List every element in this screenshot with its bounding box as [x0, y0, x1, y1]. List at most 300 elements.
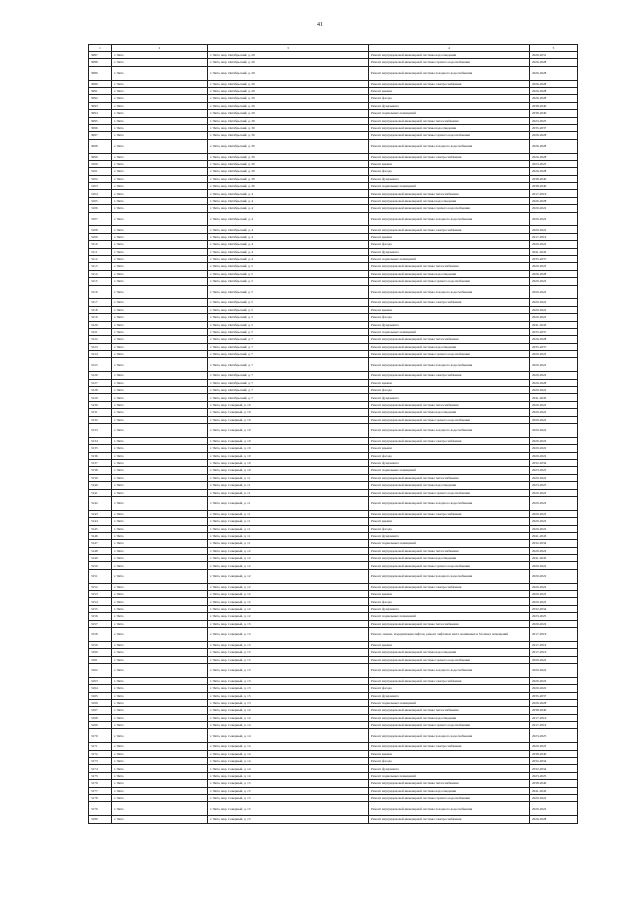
- period: 2026-2028: [530, 816, 578, 823]
- municipality: г. Чита: [112, 729, 208, 743]
- column-header: 3: [208, 45, 369, 52]
- municipality: г. Чита: [112, 255, 208, 262]
- period: 2020-2022: [530, 525, 578, 532]
- municipality: г. Чита: [112, 816, 208, 823]
- period: 2026-2028: [530, 336, 578, 343]
- table-row: [89, 518, 578, 525]
- address: г. Чита, мкр. Октябрьский, д. 30: [208, 139, 369, 153]
- period: 2026-2028: [530, 699, 578, 706]
- period: 2020-2022: [530, 620, 578, 627]
- work-type: Ремонт внутридомовой инженерной системы холодного водоснабжения: [369, 285, 530, 299]
- table-row: [89, 183, 578, 190]
- row-number: 3124: [89, 351, 112, 358]
- period: 2023-2025: [530, 467, 578, 474]
- work-type: Ремонт внутридомовой инженерной системы горячего водоснабжения: [369, 351, 530, 358]
- row-number: 3151: [89, 569, 112, 583]
- work-type: Ремонт внутридомовой инженерной системы теплоснабжения: [369, 620, 530, 627]
- address: г. Чита, мкр. Октябрьский, д. 29: [208, 52, 369, 59]
- municipality: г. Чита: [112, 270, 208, 277]
- work-type: Ремонт подвальных помещений: [369, 467, 530, 474]
- table-row: [89, 153, 578, 160]
- municipality: г. Чита: [112, 605, 208, 612]
- municipality: г. Чита: [112, 424, 208, 438]
- municipality: г. Чита: [112, 336, 208, 343]
- work-type: Ремонт внутридомовой инженерной системы горячего водоснабжения: [369, 205, 530, 212]
- period: 2020-2022: [530, 795, 578, 802]
- row-number: 3163: [89, 677, 112, 684]
- row-number: 3094: [89, 110, 112, 117]
- municipality: г. Чита: [112, 343, 208, 350]
- work-type: Ремонт внутридомовой инженерной системы водоотведения: [369, 409, 530, 416]
- period: 2017-2019: [530, 722, 578, 729]
- address: г. Чита, мкр. Северный, д. 11: [208, 532, 369, 539]
- period: 2020-2022: [530, 802, 578, 816]
- work-type: Ремонт, замена, модернизация лифтов, ремонт лифтовых шахт, машинных и блочных помещений: [369, 627, 530, 641]
- row-number: 3145: [89, 525, 112, 532]
- address: г. Чита, мкр. Октябрьский, д. 5: [208, 263, 369, 270]
- work-type: Ремонт внутридомовой инженерной системы теплоснабжения: [369, 707, 530, 714]
- period: 2020-2022: [530, 510, 578, 517]
- period: 2017-2019: [530, 233, 578, 240]
- address: г. Чита, мкр. Октябрьский, д. 7: [208, 336, 369, 343]
- work-type: Ремонт внутридомовой инженерной системы горячего водоснабжения: [369, 416, 530, 423]
- work-type: Ремонт фасада: [369, 452, 530, 459]
- address: г. Чита, мкр. Северный, д. 14: [208, 765, 369, 772]
- municipality: г. Чита: [112, 459, 208, 466]
- work-type: Ремонт внутридомовой инженерной системы электроснабжения: [369, 80, 530, 87]
- table-row: [89, 379, 578, 386]
- address: г. Чита, мкр. Северный, д. 14: [208, 722, 369, 729]
- row-number: 3162: [89, 663, 112, 677]
- table-row: [89, 714, 578, 721]
- table-row: [89, 255, 578, 262]
- address: г. Чита, мкр. Северный, д. 14: [208, 707, 369, 714]
- row-number: 3100: [89, 160, 112, 167]
- row-number: 3123: [89, 343, 112, 350]
- row-number: 3139: [89, 474, 112, 481]
- address: г. Чита, мкр. Октябрьский, д. 5: [208, 270, 369, 277]
- municipality: г. Чита: [112, 802, 208, 816]
- period: 2038-2040: [530, 750, 578, 757]
- period: 2026-2028: [530, 379, 578, 386]
- table-row: [89, 765, 578, 772]
- row-number: 3147: [89, 540, 112, 547]
- period: 2020-2022: [530, 598, 578, 605]
- row-number: 3105: [89, 197, 112, 204]
- row-number: 3157: [89, 620, 112, 627]
- work-type: Ремонт крыши: [369, 518, 530, 525]
- municipality: г. Чита: [112, 153, 208, 160]
- period: 2041-2043: [530, 555, 578, 562]
- table-row: [89, 532, 578, 539]
- row-number: 3138: [89, 467, 112, 474]
- table-row: [89, 233, 578, 240]
- period: 2038-2040: [530, 175, 578, 182]
- municipality: г. Чита: [112, 197, 208, 204]
- work-type: Ремонт фасада: [369, 598, 530, 605]
- municipality: г. Чита: [112, 168, 208, 175]
- row-number: 3122: [89, 336, 112, 343]
- work-type: Ремонт внутридомовой инженерной системы водоотведения: [369, 343, 530, 350]
- row-number: 3174: [89, 765, 112, 772]
- row-number: 3158: [89, 627, 112, 641]
- address: г. Чита, мкр. Октябрьский, д. 30: [208, 132, 369, 139]
- municipality: г. Чита: [112, 482, 208, 489]
- municipality: г. Чита: [112, 139, 208, 153]
- table-row: [89, 598, 578, 605]
- period: 2020-2022: [530, 685, 578, 692]
- table-row: [89, 802, 578, 816]
- period: 2035-2037: [530, 255, 578, 262]
- municipality: г. Чита: [112, 699, 208, 706]
- period: 2023-2025: [530, 160, 578, 167]
- period: 2020-2022: [530, 663, 578, 677]
- address: г. Чита, мкр. Северный, д. 15: [208, 802, 369, 816]
- row-number: 3159: [89, 641, 112, 648]
- municipality: г. Чита: [112, 190, 208, 197]
- work-type: Ремонт крыши: [369, 233, 530, 240]
- work-type: Ремонт фундамента: [369, 321, 530, 328]
- municipality: г. Чита: [112, 620, 208, 627]
- address: г. Чита, мкр. Октябрьский, д. 29: [208, 80, 369, 87]
- address: г. Чита, мкр. Октябрьский, д. 30: [208, 153, 369, 160]
- column-header: 4: [369, 45, 530, 52]
- period: 2020-2022: [530, 496, 578, 510]
- table-row: [89, 328, 578, 335]
- period: 2020-2022: [530, 263, 578, 270]
- work-type: Ремонт внутридомовой инженерной системы холодного водоснабжения: [369, 212, 530, 226]
- period: 2020-2022: [530, 306, 578, 313]
- period: 2023-2025: [530, 117, 578, 124]
- work-type: Ремонт фундамента: [369, 692, 530, 699]
- work-type: Ремонт фасада: [369, 168, 530, 175]
- row-number: 3107: [89, 212, 112, 226]
- row-number: 3121: [89, 328, 112, 335]
- table-row: [89, 780, 578, 787]
- work-type: Ремонт внутридомовой инженерной системы теплоснабжения: [369, 190, 530, 197]
- work-type: Ремонт подвальных помещений: [369, 772, 530, 779]
- work-type: Ремонт внутридомовой инженерной системы горячего водоснабжения: [369, 562, 530, 569]
- table-row: [89, 627, 578, 641]
- work-type: Ремонт подвальных помещений: [369, 255, 530, 262]
- work-type: Ремонт фасада: [369, 758, 530, 765]
- work-type: Ремонт внутридомовой инженерной системы холодного водоснабжения: [369, 729, 530, 743]
- row-number: 3108: [89, 226, 112, 233]
- table-row: [89, 445, 578, 452]
- municipality: г. Чита: [112, 489, 208, 496]
- period: 2020-2022: [530, 656, 578, 663]
- period: 2017-2019: [530, 714, 578, 721]
- table-row: [89, 416, 578, 423]
- municipality: г. Чита: [112, 314, 208, 321]
- municipality: г. Чита: [112, 80, 208, 87]
- work-type: Ремонт крыши: [369, 160, 530, 167]
- work-type: Ремонт крыши: [369, 379, 530, 386]
- municipality: г. Чита: [112, 59, 208, 66]
- row-number: 3137: [89, 459, 112, 466]
- municipality: г. Чита: [112, 132, 208, 139]
- table-row: [89, 168, 578, 175]
- period: 2020-2022: [530, 547, 578, 554]
- address: г. Чита, мкр. Северный, д. 11: [208, 540, 369, 547]
- table-row: [89, 124, 578, 131]
- period: 2020-2022: [530, 424, 578, 438]
- period: 2020-2022: [530, 677, 578, 684]
- table-row: [89, 613, 578, 620]
- address: г. Чита, мкр. Октябрьский, д. 7: [208, 358, 369, 372]
- work-type: Ремонт фасада: [369, 387, 530, 394]
- address: г. Чита, мкр. Северный, д. 10: [208, 459, 369, 466]
- municipality: г. Чита: [112, 780, 208, 787]
- work-type: Ремонт внутридомовой инженерной системы электроснабжения: [369, 299, 530, 306]
- row-number: 3131: [89, 409, 112, 416]
- address: г. Чита, мкр. Октябрьский, д. 4: [208, 226, 369, 233]
- period: 2038-2040: [530, 110, 578, 117]
- municipality: г. Чита: [112, 518, 208, 525]
- table-row: [89, 387, 578, 394]
- work-type: Ремонт фасада: [369, 685, 530, 692]
- period: 2020-2022: [530, 445, 578, 452]
- work-type: Ремонт внутридомовой инженерной системы электроснабжения: [369, 437, 530, 444]
- work-type: Ремонт внутридомовой инженерной системы водоотведения: [369, 649, 530, 656]
- period: 2020-2022: [530, 474, 578, 481]
- table-body: [89, 52, 578, 824]
- municipality: г. Чита: [112, 328, 208, 335]
- work-type: Ремонт внутридомовой инженерной системы электроснабжения: [369, 743, 530, 750]
- address: г. Чита, мкр. Октябрьский, д. 5: [208, 285, 369, 299]
- municipality: г. Чита: [112, 278, 208, 285]
- row-number: 3127: [89, 379, 112, 386]
- address: г. Чита, мкр. Северный, д. 13: [208, 620, 369, 627]
- work-type: Ремонт внутридомовой инженерной системы водоотведения: [369, 124, 530, 131]
- address: г. Чита, мкр. Октябрьский, д. 5: [208, 321, 369, 328]
- address: г. Чита, мкр. Октябрьский, д. 4: [208, 233, 369, 240]
- table-row: [89, 489, 578, 496]
- row-number: 3178: [89, 795, 112, 802]
- row-number: 3143: [89, 510, 112, 517]
- work-type: Ремонт подвальных помещений: [369, 699, 530, 706]
- work-type: Ремонт внутридомовой инженерной системы горячего водоснабжения: [369, 59, 530, 66]
- row-number: 3090: [89, 80, 112, 87]
- table-row: [89, 52, 578, 59]
- row-number: 3113: [89, 263, 112, 270]
- period: 2038-2040: [530, 102, 578, 109]
- table-row: [89, 102, 578, 109]
- table-row: [89, 750, 578, 757]
- table-row: [89, 401, 578, 408]
- row-number: 3120: [89, 321, 112, 328]
- period: 2020-2022: [530, 212, 578, 226]
- address: г. Чита, мкр. Октябрьский, д. 4: [208, 255, 369, 262]
- work-type: Ремонт фасада: [369, 241, 530, 248]
- period: 2017-2019: [530, 190, 578, 197]
- work-type: Ремонт внутридомовой инженерной системы теплоснабжения: [369, 780, 530, 787]
- address: г. Чита, мкр. Октябрьский, д. 7: [208, 394, 369, 401]
- address: г. Чита, мкр. Северный, д. 11: [208, 482, 369, 489]
- period: 2017-2019: [530, 649, 578, 656]
- address: г. Чита, мкр. Октябрьский, д. 29: [208, 66, 369, 80]
- row-number: 3087: [89, 52, 112, 59]
- period: 2035-2037: [530, 692, 578, 699]
- period: 2038-2040: [530, 780, 578, 787]
- address: г. Чита, мкр. Северный, д. 12: [208, 591, 369, 598]
- work-type: Ремонт крыши: [369, 445, 530, 452]
- row-number: 3142: [89, 496, 112, 510]
- period: 2020-2022: [530, 591, 578, 598]
- row-number: 3096: [89, 124, 112, 131]
- row-number: 3101: [89, 168, 112, 175]
- municipality: г. Чита: [112, 66, 208, 80]
- row-number: 3111: [89, 248, 112, 255]
- address: г. Чита, мкр. Северный, д. 12: [208, 569, 369, 583]
- work-type: Ремонт подвальных помещений: [369, 183, 530, 190]
- municipality: г. Чита: [112, 358, 208, 372]
- work-type: Ремонт внутридомовой инженерной системы электроснабжения: [369, 677, 530, 684]
- address: г. Чита, мкр. Октябрьский, д. 7: [208, 343, 369, 350]
- table-row: [89, 699, 578, 706]
- period: 2026-2028: [530, 59, 578, 66]
- table-row: [89, 663, 578, 677]
- table-row: [89, 605, 578, 612]
- row-number: 3095: [89, 117, 112, 124]
- address: г. Чита, мкр. Северный, д. 10: [208, 437, 369, 444]
- work-type: Ремонт внутридомовой инженерной системы водоотведения: [369, 555, 530, 562]
- work-type: Ремонт внутридомовой инженерной системы горячего водоснабжения: [369, 795, 530, 802]
- municipality: г. Чита: [112, 787, 208, 794]
- municipality: г. Чита: [112, 241, 208, 248]
- address: г. Чита, мкр. Северный, д. 12: [208, 598, 369, 605]
- row-number: 3175: [89, 772, 112, 779]
- work-type: Ремонт внутридомовой инженерной системы холодного водоснабжения: [369, 424, 530, 438]
- period: 2023-2025: [530, 482, 578, 489]
- municipality: г. Чита: [112, 409, 208, 416]
- work-type: Ремонт внутридомовой инженерной системы холодного водоснабжения: [369, 569, 530, 583]
- table-row: [89, 424, 578, 438]
- period: 2023-2025: [530, 772, 578, 779]
- address: г. Чита, мкр. Октябрьский, д. 7: [208, 372, 369, 379]
- period: 2035-2037: [530, 328, 578, 335]
- table-row: [89, 175, 578, 182]
- work-type: Ремонт внутридомовой инженерной системы теплоснабжения: [369, 474, 530, 481]
- municipality: г. Чита: [112, 591, 208, 598]
- address: г. Чита, мкр. Октябрьский, д. 4: [208, 241, 369, 248]
- work-type: Ремонт внутридомовой инженерной системы водоотведения: [369, 482, 530, 489]
- page-number: 41: [317, 22, 323, 28]
- address: г. Чита, мкр. Октябрьский, д. 7: [208, 387, 369, 394]
- row-number: 3116: [89, 285, 112, 299]
- row-number: 3136: [89, 452, 112, 459]
- address: г. Чита, мкр. Северный, д. 11: [208, 510, 369, 517]
- municipality: г. Чита: [112, 656, 208, 663]
- municipality: г. Чита: [112, 183, 208, 190]
- row-number: 3106: [89, 205, 112, 212]
- row-number: 3132: [89, 416, 112, 423]
- period: 2020-2022: [530, 285, 578, 299]
- address: г. Чита, мкр. Северный, д. 13: [208, 677, 369, 684]
- row-number: 3167: [89, 707, 112, 714]
- work-type: Ремонт фундамента: [369, 605, 530, 612]
- table-row: [89, 358, 578, 372]
- row-number: 3119: [89, 314, 112, 321]
- address: г. Чита, мкр. Северный, д. 10: [208, 452, 369, 459]
- table-row: [89, 394, 578, 401]
- table-row: [89, 87, 578, 94]
- address: г. Чита, мкр. Северный, д. 11: [208, 474, 369, 481]
- table-header-row: [89, 45, 578, 52]
- municipality: г. Чита: [112, 372, 208, 379]
- row-number: 3148: [89, 547, 112, 554]
- row-number: 3153: [89, 591, 112, 598]
- municipality: г. Чита: [112, 52, 208, 59]
- work-type: Ремонт внутридомовой инженерной системы электроснабжения: [369, 816, 530, 823]
- address: г. Чита, мкр. Северный, д. 12: [208, 605, 369, 612]
- municipality: г. Чита: [112, 795, 208, 802]
- table-row: [89, 241, 578, 248]
- address: г. Чита, мкр. Северный, д. 10: [208, 424, 369, 438]
- municipality: г. Чита: [112, 707, 208, 714]
- period: 2026-2028: [530, 132, 578, 139]
- municipality: г. Чита: [112, 306, 208, 313]
- municipality: г. Чита: [112, 394, 208, 401]
- row-number: 3128: [89, 387, 112, 394]
- work-type: Ремонт внутридомовой инженерной системы теплоснабжения: [369, 117, 530, 124]
- municipality: г. Чита: [112, 525, 208, 532]
- period: 2026-2028: [530, 168, 578, 175]
- table-row: [89, 314, 578, 321]
- table-row: [89, 620, 578, 627]
- table-row: [89, 758, 578, 765]
- address: г. Чита, мкр. Северный, д. 13: [208, 699, 369, 706]
- row-number: 3149: [89, 555, 112, 562]
- work-type: Ремонт внутридомовой инженерной системы теплоснабжения: [369, 263, 530, 270]
- municipality: г. Чита: [112, 547, 208, 554]
- column-header: 5: [530, 45, 578, 52]
- column-header: 1: [89, 45, 112, 52]
- work-type: Ремонт подвальных помещений: [369, 110, 530, 117]
- table-row: [89, 321, 578, 328]
- municipality: г. Чита: [112, 598, 208, 605]
- work-type: Ремонт фундамента: [369, 175, 530, 182]
- period: 2029-2031: [530, 52, 578, 59]
- municipality: г. Чита: [112, 285, 208, 299]
- table-row: [89, 649, 578, 656]
- address: г. Чита, мкр. Октябрьский, д. 5: [208, 306, 369, 313]
- row-number: 3150: [89, 562, 112, 569]
- period: 2023-2025: [530, 613, 578, 620]
- table-row: [89, 525, 578, 532]
- address: г. Чита, мкр. Северный, д. 11: [208, 525, 369, 532]
- period: 2020-2022: [530, 278, 578, 285]
- municipality: г. Чита: [112, 532, 208, 539]
- address: г. Чита, мкр. Октябрьский, д. 5: [208, 278, 369, 285]
- table-row: [89, 205, 578, 212]
- address: г. Чита, мкр. Северный, д. 10: [208, 401, 369, 408]
- table-row: [89, 190, 578, 197]
- address: г. Чита, мкр. Северный, д. 15: [208, 795, 369, 802]
- work-type: Ремонт внутридомовой инженерной системы электроснабжения: [369, 583, 530, 590]
- municipality: г. Чита: [112, 569, 208, 583]
- work-type: Ремонт подвальных помещений: [369, 328, 530, 335]
- period: 2032-2034: [530, 765, 578, 772]
- municipality: г. Чита: [112, 437, 208, 444]
- row-number: 3097: [89, 132, 112, 139]
- period: 2026-2028: [530, 95, 578, 102]
- table-row: [89, 772, 578, 779]
- row-number: 3110: [89, 241, 112, 248]
- table-row: [89, 474, 578, 481]
- period: 2038-2040: [530, 183, 578, 190]
- municipality: г. Чита: [112, 124, 208, 131]
